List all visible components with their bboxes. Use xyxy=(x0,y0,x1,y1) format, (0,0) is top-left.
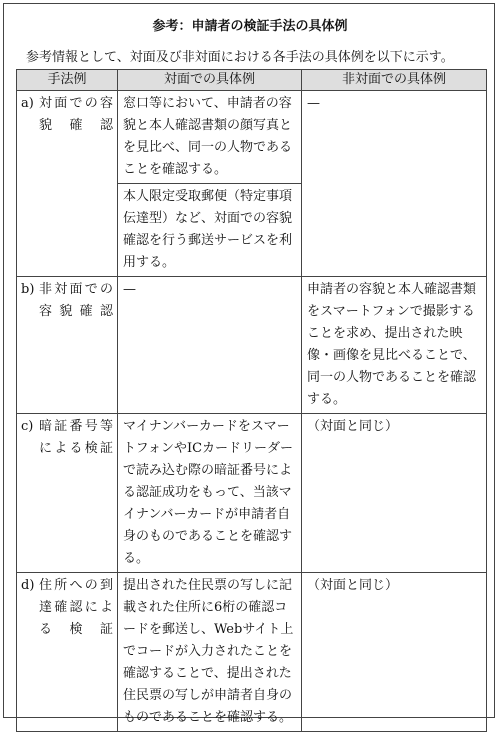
methods-table xyxy=(16,69,487,732)
method-cell xyxy=(17,277,118,414)
table-row xyxy=(17,91,487,277)
row-index: a) xyxy=(21,96,34,111)
remote-cell: （対面と同じ） xyxy=(302,573,487,732)
row-index: d) xyxy=(21,578,35,593)
method-cell xyxy=(17,573,118,732)
method-label: 非対面での容貌確認 xyxy=(39,282,113,319)
document-frame xyxy=(3,3,495,725)
table-header-row xyxy=(17,70,487,91)
method-label: 対面での容貌確認 xyxy=(39,96,113,133)
table-row xyxy=(17,277,487,414)
method-label: 住所への到達確認による検証 xyxy=(39,578,113,637)
header-remote: 非対面での具体例 xyxy=(302,70,487,91)
page-title: 参考：申請者の検証手法の具体例 xyxy=(152,19,348,34)
in-person-cell: マイナンバーカードをスマートフォンやICカードリーダーで読み込む際の暗証番号による認証成功をもって、当該マイナンバーカードが申請者自身のものであることを確認する。 xyxy=(118,414,302,573)
header-in-person: 対面での具体例 xyxy=(118,70,302,91)
remote-cell: 申請者の容貌と本人確認書類をスマートフォンで撮影することを求め、提出された映像・画像を見比べることで、同一の人物であることを確認する。 xyxy=(302,277,487,414)
in-person-cell xyxy=(118,91,302,277)
in-person-cell: 提出された住民票の写しに記載された住所に6桁の確認コードを郵送し、Webサイト上でコードが入力されたことを確認することで、提出された住民票の写しが申請者自身のものであることを確認する。 xyxy=(118,573,302,732)
method-cell xyxy=(17,414,118,573)
row-index: c) xyxy=(21,419,34,434)
intro-text: 参考情報として、対面及び非対面における各手法の具体例を以下に示す。 xyxy=(26,50,454,65)
method-cell xyxy=(17,91,118,277)
row-index: b) xyxy=(21,282,35,297)
table-row xyxy=(17,573,487,732)
method-label: 暗証番号等による検証 xyxy=(39,419,113,456)
in-person-example: 窓口等において、申請者の容貌と本人確認書類の顔写真とを見比べ、同一の人物であることを確認する。 xyxy=(123,96,293,177)
remote-cell: （対面と同じ） xyxy=(302,414,487,573)
header-method: 手法例 xyxy=(17,70,118,91)
in-person-cell: — xyxy=(118,277,302,414)
remote-cell: — xyxy=(302,91,487,277)
table-row xyxy=(17,414,487,573)
in-person-example: 本人限定受取郵便（特定事項伝達型）など、対面での容貌確認を行う郵送サービスを利用する。 xyxy=(118,183,301,276)
